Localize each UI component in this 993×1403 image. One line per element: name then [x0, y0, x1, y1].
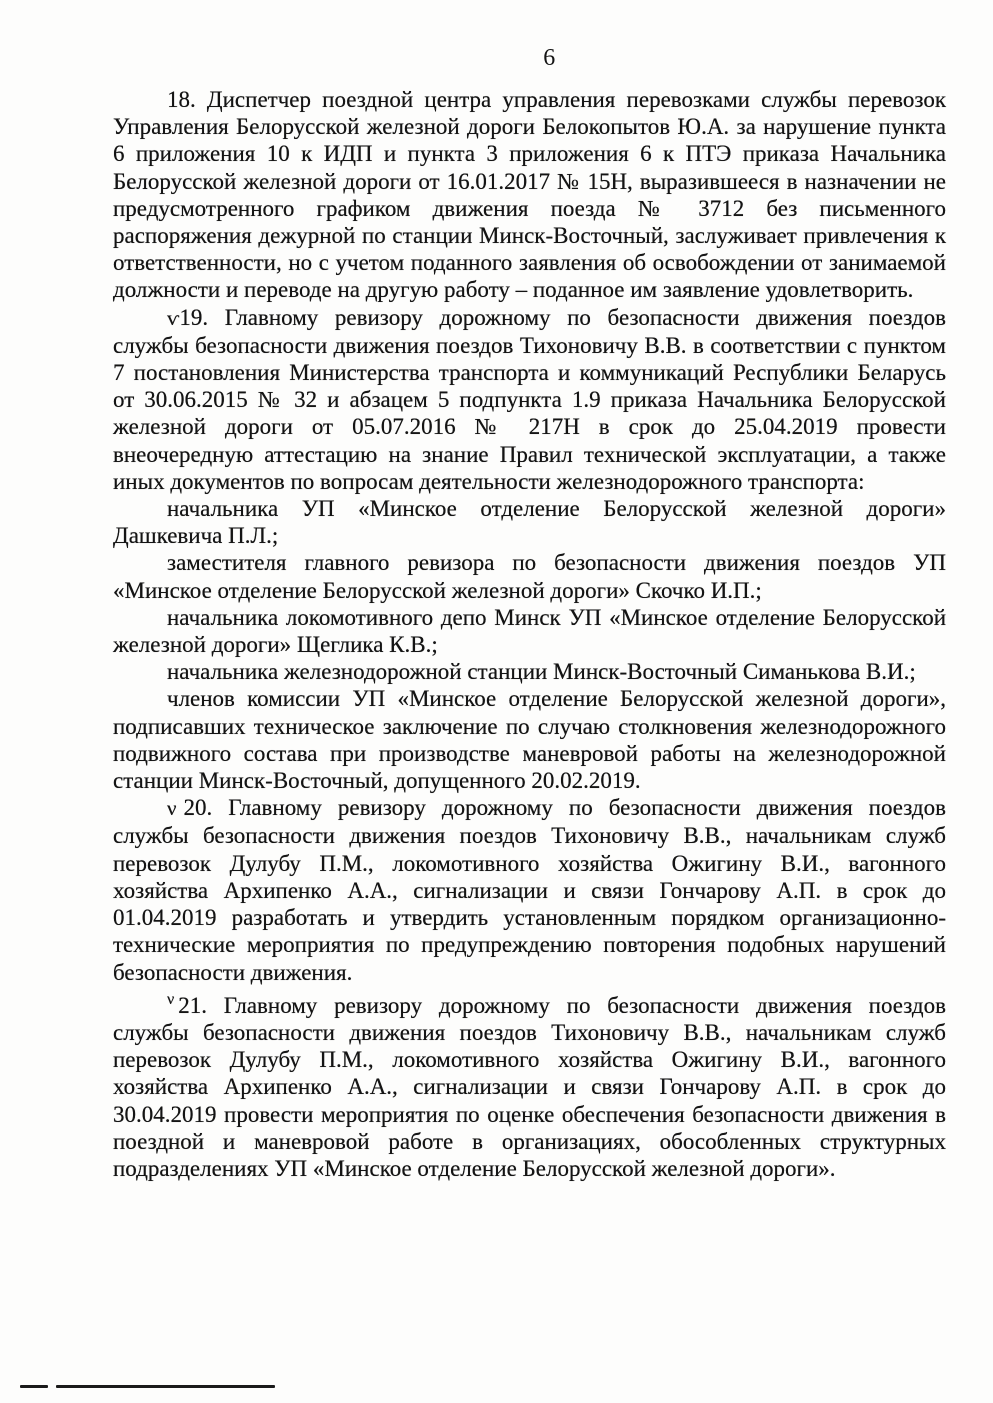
- paragraph-text: 19. Главному ревизору дорожному по безопасности движения поездов службы безопасности движения поездов Тихоновичу В.В. в соответствии с пунктом 7 постановления Министерства транспорта и коммуникаций Республики Беларусь от 30.06.2015 № 32 и абзацем 5 подпункта 1.9 приказа Начальника Белорусской железной дороги от 05.07.2016 № 217Н в срок до 25.04.2019 провести внеочередную аттестацию на знание Правил технической эксплуатации, а также иных документов по вопросам деятельности железнодорожного транспорта:: [113, 304, 946, 494]
- handwritten-check-mark: ν: [167, 796, 177, 821]
- paragraph-19-item-1: [113, 495, 946, 549]
- paragraph-18: [113, 86, 946, 304]
- paragraph-text: заместителя главного ревизора по безопасности движения поездов УП «Минское отделение Белорусской железной дороги» Скочко И.П.;: [113, 550, 946, 603]
- handwritten-check-mark: ν: [167, 990, 175, 1008]
- paragraph-text: членов комиссии УП «Минское отделение Белорусской железной дороги», подписавших техническое заключение по случаю столкновения железнодорожного подвижного состава при производстве маневровой работы на железнодорожной станции Минск-Восточный, допущенного 20.02.2019.: [113, 686, 946, 794]
- paragraph-20: [113, 794, 946, 985]
- paragraph-19: [113, 304, 946, 495]
- paragraph-19-item-2: [113, 549, 946, 603]
- document-body: [113, 86, 946, 1182]
- paragraph-text: начальника локомотивного депо Минск УП «Минское отделение Белорусской железной дороги» Щеглика К.В.;: [113, 604, 946, 658]
- paragraph-19-item-5: [113, 685, 946, 794]
- handwritten-check-mark: ѵ: [167, 305, 180, 330]
- paragraph-text: 21. Главному ревизору дорожному по безопасности движения поездов службы безопасности движения поездов Тихоновичу В.В., начальникам служб перевозок Дулубу П.М., локомотивного хозяйства Ожигину В.И., вагонного хозяйства Архипенко А.А., сигнализации и связи Гончарову А.П. в срок до 30.04.2019 провести мероприятия по оценке обеспечения безопасности движения в поездной и маневровой работе в организациях, обособленных структурных подразделениях УП «Минское отделение Белорусской железной дороги».: [113, 992, 946, 1181]
- page-number: 6: [543, 45, 556, 71]
- paragraph-text: 18. Диспетчер поездной центра управления перевозками службы перевозок Управления Белорусской железной дороги Белокопытов Ю.А. за нарушение пункта 6 приложения 10 к ИДП и пункта 3 приложения 6 к ПТЭ приказа Начальника Белорусской железной дороги от 16.01.2017 № 15Н, выразившееся в назначении не предусмотренного графиком движения поезда № 3712 без письменного распоряжения дежурной по станции Минск-Восточный, заслуживает привлечения к ответственности, но с учетом поданного заявления об освобождении от занимаемой должности и переводе на другую работу – поданное им заявление удовлетворить.: [113, 87, 946, 303]
- paragraph-21: [113, 986, 946, 1182]
- footnote-rule-segment: [56, 1385, 275, 1388]
- footnote-rule-segment: [20, 1385, 48, 1388]
- paragraph-text: 20. Главному ревизору дорожному по безопасности движения поездов службы безопасности движения поездов Тихоновичу В.В., начальникам служб перевозок Дулубу П.М., локомотивного хозяйства Ожигину В.И., вагонного хозяйства Архипенко А.А., сигнализации и связи Гончарову А.П. в срок до 01.04.2019 разработать и утвердить установленным порядком организационно-технические мероприятия по предупреждению повторения подобных нарушений безопасности движения.: [113, 795, 946, 985]
- paragraph-19-item-3: [113, 604, 946, 658]
- paragraph-text: начальника УП «Минское отделение Белорусской железной дороги» Дашкевича П.Л.;: [113, 496, 946, 549]
- document-page: [113, 44, 946, 1182]
- paragraph-text: начальника железнодорожной станции Минск-Восточный Симанькова В.И.;: [167, 659, 916, 685]
- paragraph-19-item-4: [113, 658, 946, 685]
